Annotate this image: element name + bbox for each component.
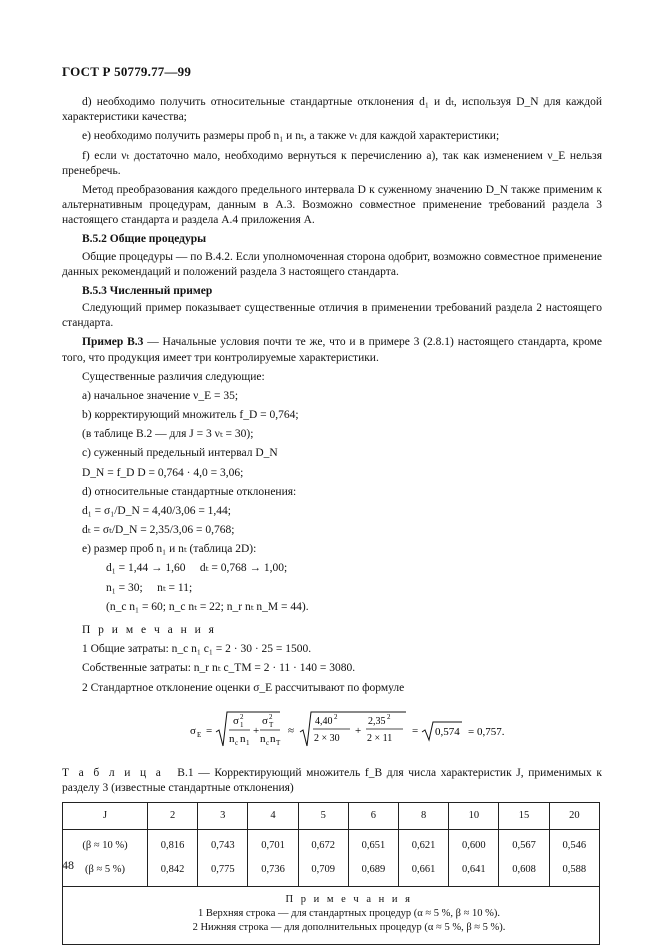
diff-d: d) относительные стандартные отклонения: — [82, 485, 297, 498]
notes-label: П р и м е ч а н и я — [82, 623, 217, 636]
formula-den2b: n — [270, 732, 276, 745]
svg-text:+: + — [355, 724, 362, 737]
correction-factor-table — [62, 802, 600, 945]
table-header-cell: 20 — [549, 803, 599, 830]
formula-lhs-sub: E — [197, 730, 202, 739]
table-notes-label: П р и м е ч а н и я — [285, 894, 413, 906]
table-caption-label: Т а б л и ц а — [62, 766, 164, 779]
section-b52-text: Общие процедуры — по В.4.2. Если уполномоченная сторона одобрит, возможно совместное применение данных рекомендаций и положений раздела 3 настоящего стандарта. — [62, 250, 602, 278]
example-label: Пример В.3 — [82, 336, 144, 349]
table-cell: 0,546 0,588 — [549, 830, 599, 887]
table-note-2: 2 Нижняя строка — для дополнительных процедур (α ≈ 5 %, β ≈ 5 %). — [192, 922, 506, 934]
table-cell: 0,567 0,608 — [499, 830, 549, 887]
row-label-beta5: (β ≈ 5 %) — [85, 864, 125, 876]
svg-text:=: = — [412, 724, 419, 737]
formula-num1-sup: 2 — [240, 712, 244, 721]
paragraph-f: f) если νₜ достаточно мало, необходимо вернуться к перечислению а), так как изменением ν_E нельзя пренебречь. — [62, 149, 602, 177]
formula-num2-sup: 2 — [269, 712, 273, 721]
table-header-cell: 15 — [499, 803, 549, 830]
table-header-cell: 3 — [198, 803, 248, 830]
formula-result: = 0,757. — [468, 725, 505, 738]
table-cell: 0,743 0,775 — [198, 830, 248, 887]
formula-den1b-sub: 1 — [246, 738, 250, 747]
table-cell: 0,701 0,736 — [248, 830, 298, 887]
table-cell: 0,816 0,842 — [148, 830, 198, 887]
table-caption-text: B.1 — Корректирующий множитель f_B для числа характеристик J, применимых к разделу 3 (известные стандартные отклонения) — [62, 766, 602, 794]
table-header-cell: 6 — [348, 803, 398, 830]
table-note-1: 1 Верхняя строка — для стандартных процедур (α ≈ 5 %, β ≈ 10 %). — [197, 908, 501, 920]
formula-vnum1: 4,40 — [315, 715, 333, 727]
formula-vnum2: 2,35 — [368, 715, 386, 727]
note-1: 1 Общие затраты: n_c n₁ c₁ = 2 · 30 · 25 = 1500. — [82, 643, 312, 656]
diff-e2: n₁ = 30; nₜ = 11; — [106, 581, 193, 594]
section-b52-title: B.5.2 Общие процедуры — [82, 233, 207, 246]
table-header-cell: 2 — [148, 803, 198, 830]
diffs-intro: Существенные различия следующие: — [82, 370, 265, 383]
diff-c2: D_N = f_D D = 0,764 · 4,0 = 3,06; — [82, 466, 244, 479]
table-header-cell: 10 — [449, 803, 499, 830]
example-text: — Начальные условия почти те же, что и в примере 3 (2.8.1) настоящего стандарта, кроме того, что продукция имеет три контролируемые характеристики. — [62, 336, 602, 364]
table-header-cell: 5 — [298, 803, 348, 830]
table-cell: 0,621 0,661 — [399, 830, 449, 887]
diff-e3: (n_c n₁ = 60; n_c nₜ = 22; n_r nₜ n_M = 44). — [106, 600, 309, 613]
formula-vden1: 2 × 30 — [314, 732, 340, 744]
formula-num1-sub: 1 — [240, 720, 244, 729]
formula-vsup2: 2 — [387, 712, 391, 721]
formula-vsup1: 2 — [334, 712, 338, 721]
diff-c: c) суженный предельный интервал D_N — [82, 447, 278, 460]
svg-text:=: = — [206, 724, 213, 737]
diff-a: a) начальное значение ν_E = 35; — [82, 389, 239, 402]
table-header-cell: 8 — [399, 803, 449, 830]
table-row — [63, 830, 600, 887]
table-notes-cell — [63, 887, 600, 945]
table-header-cell: J — [63, 803, 148, 830]
diff-b: b) корректирующий множитель f_D = 0,764; — [82, 409, 299, 422]
paragraph-e: e) необходимо получить размеры проб n₁ и nₜ, а также νₜ для каждой характеристики; — [82, 130, 500, 143]
formula-den1-sub: c — [235, 738, 239, 747]
page-content — [62, 95, 602, 945]
row-label-cell — [63, 830, 148, 887]
table-cell: 0,651 0,689 — [348, 830, 398, 887]
svg-text:+: + — [253, 724, 260, 737]
table-header-cell: 4 — [248, 803, 298, 830]
section-b53-text: Следующий пример показывает существенные отличия в применении требований раздела 2 настоящего стандарта. — [62, 302, 602, 330]
formula-den1b: n — [240, 732, 246, 745]
paragraph-d: d) необходимо получить относительные стандартные отклонения d₁ и dₜ, используя D_N для каждой характеристики качества; — [62, 96, 602, 124]
formula-lhs: σ — [190, 724, 196, 737]
formula-num2: σ — [262, 714, 268, 727]
section-b53-title: B.5.3 Численный пример — [82, 284, 213, 297]
table-caption — [62, 766, 602, 796]
formula-den2-sub: c — [266, 738, 270, 747]
standard-header: ГОСТ Р 50779.77—99 — [62, 64, 192, 79]
diff-b2: (в таблице В.2 — для J = 3 νₜ = 30); — [82, 428, 254, 441]
diff-d1: d₁ = σ₁/D_N = 4,40/3,06 = 1,44; — [82, 504, 231, 517]
sigma-e-formula — [190, 710, 602, 750]
table-cell: 0,600 0,641 — [449, 830, 499, 887]
formula-num2-sub: T — [269, 720, 274, 729]
row-label-beta10: (β ≈ 10 %) — [82, 840, 128, 852]
example-paragraph — [62, 335, 602, 365]
table-notes-row — [63, 887, 600, 945]
formula-num1: σ — [233, 714, 239, 727]
formula-den1: n — [229, 732, 235, 745]
formula-vden2: 2 × 11 — [367, 732, 393, 744]
note-1b: Собственные затраты: n_r nₜ c_TM = 2 · 11 · 140 = 3080. — [82, 662, 356, 675]
page-number: 48 — [62, 858, 74, 872]
svg-text:≈: ≈ — [288, 724, 295, 737]
table-header-row — [63, 803, 600, 830]
formula-sqrt-val: 0,574 — [435, 725, 460, 738]
formula-den2: n — [260, 732, 266, 745]
formula-den2b-sub: T — [276, 738, 281, 747]
diff-d2: dₜ = σₜ/D_N = 2,35/3,06 = 0,768; — [82, 524, 235, 537]
diff-e: e) размер проб n₁ и nₜ (таблица 2D): — [82, 543, 257, 556]
paragraph-method: Метод преобразования каждого предельного интервала D к суженному значению D_N также применим к альтернативным процедурам, данным в А.3. Возможно совместное применение требований раздела 3 настоящего стандарта и раздела А.4 приложения А. — [62, 183, 602, 227]
note-2: 2 Стандартное отклонение оценки σ_E рассчитывают по формуле — [82, 681, 405, 694]
diff-e1: d₁ = 1,44 → 1,60 dₜ = 0,768 → 1,00; — [106, 562, 288, 575]
table-cell: 0,672 0,709 — [298, 830, 348, 887]
